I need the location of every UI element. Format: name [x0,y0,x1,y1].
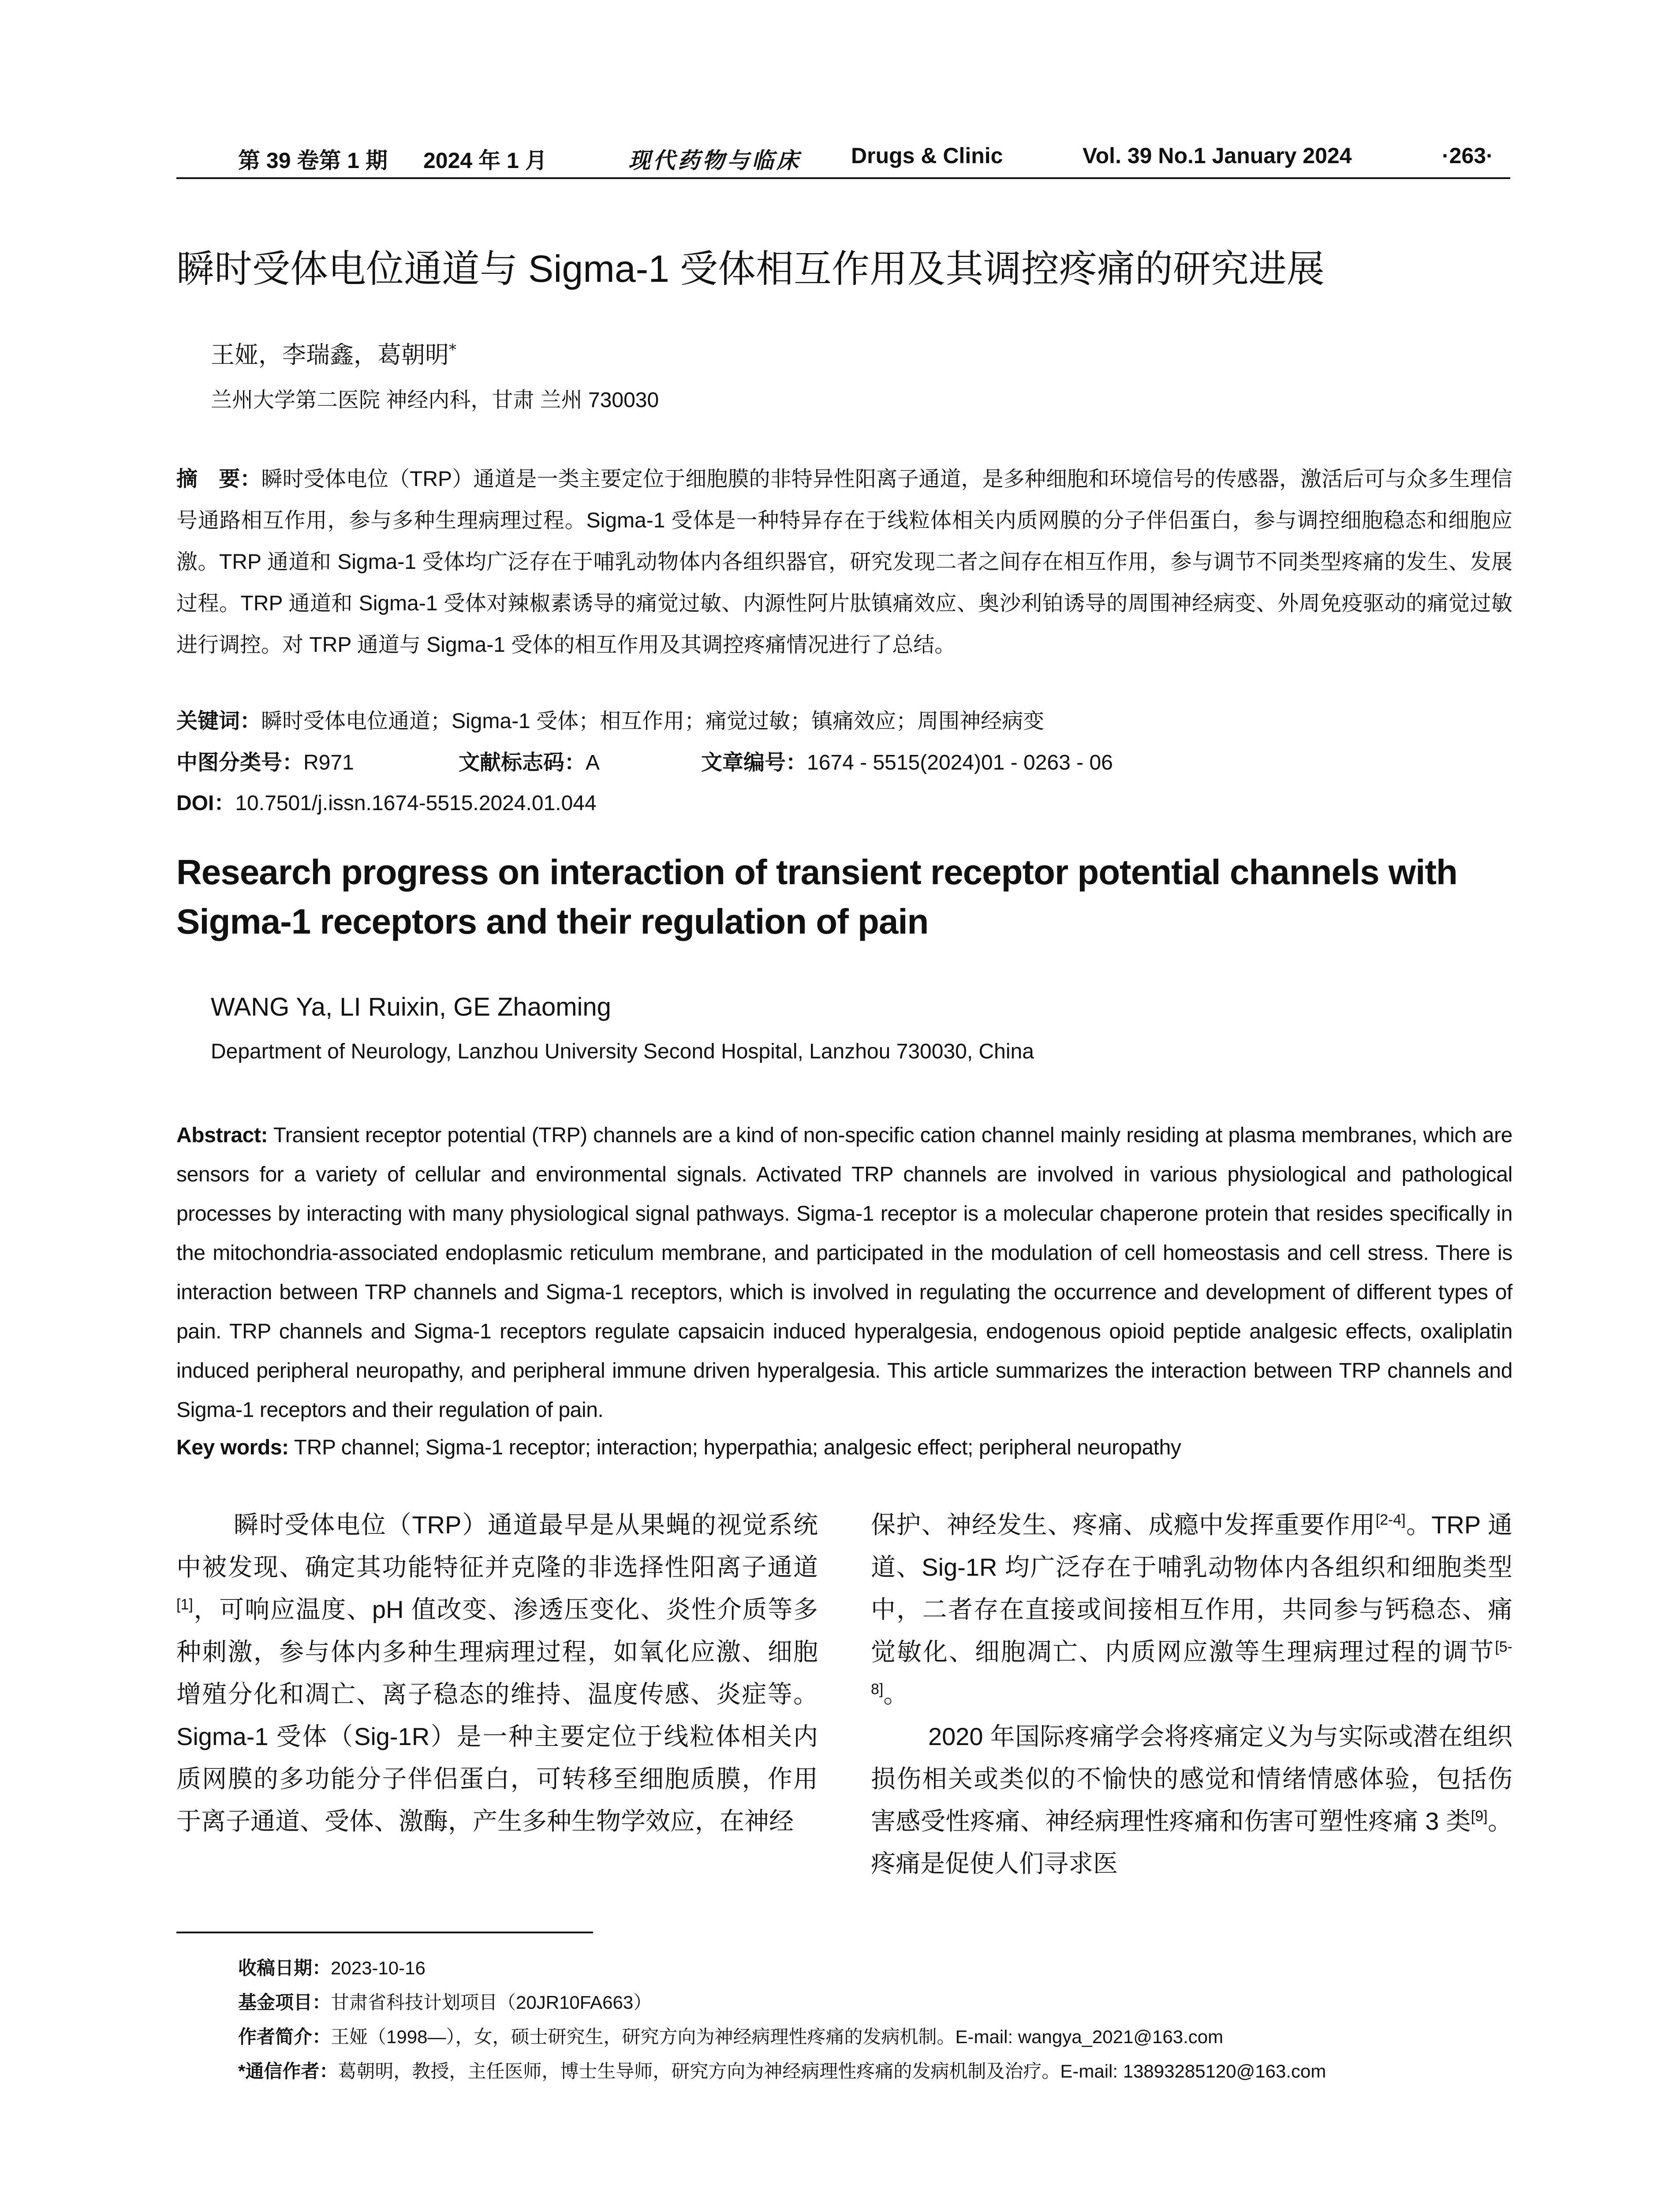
doc-label: 文献标志码： [459,751,586,774]
body-text: 。疼痛是促使人们寻求医 [871,1807,1512,1877]
footnote-bio [238,2022,1223,2049]
corresponding-mark: * [449,341,456,359]
corr-text: 葛朝明，教授，主任医师，博士生导师，研究方向为神经病理性疼痛的发病机制及治疗。E-mail: 13893285120@163.com [338,2061,1326,2082]
article-number [701,745,1113,776]
keywords-cn [176,704,1044,734]
footnote-rule [176,1932,593,1933]
body-text: ，可响应温度、pH 值改变、渗透压变化、炎性介质等多种刺激，参与体内多种生理病理过程，如氧化应激、细胞增殖分化和凋亡、离子稳态的维持、温度传感、炎症等。Sigma-1 受体（Sig-1R）是一种主要定位于线粒体相关内质网膜的多功能分子伴侣蛋白，可转移至细胞质膜，作用于离子通道、受体、激酶，产生多种生物学效应，在神经 [176,1596,818,1835]
doi-link[interactable]: 10.7501/j.issn.1674-5515.2024.01.044 [235,792,597,815]
keywords-cn-text: 瞬时受体电位通道；Sigma-1 受体；相互作用；痛觉过敏；镇痛效应；周围神经病变 [261,710,1045,733]
body-text: 保护、神经发生、疼痛、成瘾中发挥重要作用 [871,1511,1376,1539]
clc-label: 中图分类号： [176,751,304,774]
bio-text: 王娅（1998—），女，硕士研究生，研究方向为神经病理性疼痛的发病机制。E-mail: wangya_2021@163.com [331,2026,1224,2047]
title-en: Research progress on interaction of transient receptor potential channels with Sigma-1 receptors and their regulation of pain [176,852,1457,941]
citation[interactable]: [5-8] [871,1638,1512,1698]
header-date-cn: 2024 年 1 月 [423,148,547,173]
abstract-cn-label: 摘 要： [176,467,261,491]
body-paragraph [176,1504,818,1842]
header-volume-en: Vol. 39 No.1 January 2024 [1083,143,1352,168]
bio-label: 作者简介： [238,2026,331,2047]
doc-code [459,745,600,776]
doi-line [176,786,597,816]
header-journal-en: Drugs & Clinic [851,143,1003,168]
title-cn: 瞬时受体电位通道与 Sigma-1 受体相互作用及其调控疼痛的研究进展 [176,248,1325,290]
body-text: 瞬时受体电位（TRP）通道最早是从果蝇的视觉系统中被发现、确定其功能特征并克隆的非选择性阳离子通道 [176,1511,818,1581]
keywords-en-label: Key words: [176,1436,289,1459]
body-column-right [871,1504,1512,1885]
fund-text: 甘肃省科技计划项目（20JR10FA663） [331,1992,652,2013]
body-column-left [176,1504,818,1842]
keywords-cn-label: 关键词： [176,710,261,733]
clc-value: R971 [303,751,354,774]
fund-label: 基金项目： [238,1992,331,2013]
abstract-en [176,1116,1512,1430]
header-page-number: ·263· [1442,143,1493,168]
body-text: 。TRP 通道、Sig-1R 均广泛存在于哺乳动物体内各组织和细胞类型中，二者存在直接或间接相互作用，共同参与钙稳态、痛觉敏化、细胞凋亡、内质网应激等生理病理过程的调节 [871,1511,1513,1666]
body-paragraph [871,1715,1512,1885]
citation[interactable]: [2-4] [1375,1511,1406,1529]
abstract-en-label: Abstract: [176,1124,268,1147]
received-date: 2023-10-16 [331,1958,426,1978]
doc-value: A [586,751,600,774]
footnote-corresponding [238,2057,1326,2083]
footnote-fund [238,1988,652,2014]
corr-label: *通信作者： [238,2061,338,2082]
doi-label: DOI： [176,792,235,815]
header-volume-cn: 第 39 卷第 1 期 [238,148,388,173]
art-label: 文章编号： [701,751,807,774]
affiliation-en: Department of Neurology, Lanzhou University Second Hospital, Lanzhou 730030, China [211,1040,1034,1063]
citation[interactable]: [9] [1471,1808,1488,1825]
classification-line [176,745,354,776]
affiliation-cn: 兰州大学第二医院 神经内科，甘肃 兰州 730030 [211,389,659,412]
header-journal-cn: 现代药物与临床 [628,147,801,173]
body-text: 。 [883,1680,908,1708]
authors-cn-names: 王娅，李瑞鑫，葛朝明 [211,341,449,369]
keywords-en-text: TRP channel; Sigma-1 receptor; interaction; hyperpathia; analgesic effect; peripheral neuropathy [288,1436,1181,1459]
body-paragraph [871,1504,1512,1715]
header-rule [176,177,1510,179]
footnote-received [238,1954,426,1980]
authors-en: WANG Ya, LI Ruixin, GE Zhaoming [211,993,611,1021]
citation[interactable]: [1] [176,1596,193,1613]
keywords-en [176,1428,1512,1467]
abstract-en-text: Transient receptor potential (TRP) channels are a kind of non-specific cation channel mainly residing at plasma membranes, which are sensors for a variety of cellular and environmental signals. Activated TRP channels are involved in various physiological and pathological processes by interacting with many physiological signal pathways. Sigma-1 receptor is a molecular chaperone protein that resides specifically in the mitochondria-associated endoplasmic reticulum membrane, and participated in the modulation of cell homeostasis and cell stress. There is interaction between TRP channels and Sigma-1 receptors, which is involved in regulating the occurrence and development of different types of pain. TRP channels and Sigma-1 receptors regulate capsaicin induced hyperalgesia, endogenous opioid peptide analgesic effects, oxaliplatin induced peripheral neuropathy, and peripheral immune driven hyperalgesia. This article summarizes the interaction between TRP channels and Sigma-1 receptors and their regulation of pain. [176,1124,1512,1422]
abstract-cn [176,459,1512,666]
received-label: 收稿日期： [238,1958,331,1978]
art-value: 1674 - 5515(2024)01 - 0263 - 06 [807,751,1113,774]
authors-cn [211,336,456,370]
body-text: 2020 年国际疼痛学会将疼痛定义为与实际或潜在组织损伤相关或类似的不愉快的感觉和情绪情感体验，包括伤害感受性疼痛、神经病理性疼痛和伤害可塑性疼痛 3 类 [871,1723,1512,1835]
running-header [176,140,1510,176]
abstract-cn-text: 瞬时受体电位（TRP）通道是一类主要定位于细胞膜的非特异性阳离子通道，是多种细胞和环境信号的传感器，激活后可与众多生理信号通路相互作用，参与多种生理病理过程。Sigma-1 受体是一种特异存在于线粒体相关内质网膜的分子伴侣蛋白，参与调控细胞稳态和细胞应激。TRP 通道和 Sigma-1 受体均广泛存在于哺乳动物体内各组织器官，研究发现二者之间存在相互作用，参与调节不同类型疼痛的发生、发展过程。TRP 通道和 Sigma-1 受体对辣椒素诱导的痛觉过敏、内源性阿片肽镇痛效应、奥沙利铂诱导的周围神经病变、外周免疫驱动的痛觉过敏进行调控。对 TRP 通道与 Sigma-1 受体的相互作用及其调控疼痛情况进行了总结。 [176,467,1512,657]
